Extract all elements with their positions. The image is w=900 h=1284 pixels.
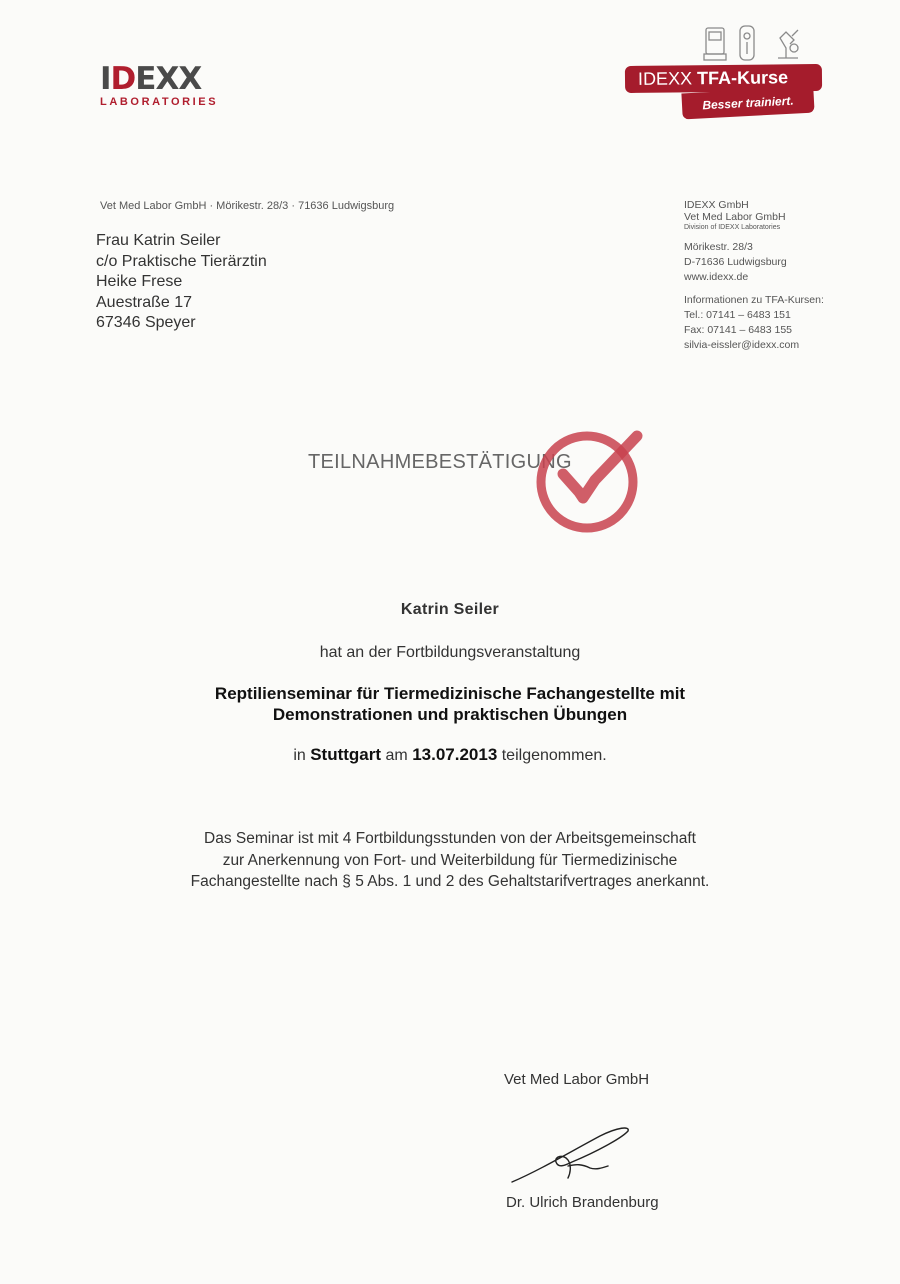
event-date: 13.07.2013 — [412, 745, 498, 764]
event-city: Stuttgart — [310, 745, 382, 764]
recipient-line: Auestraße 17 — [96, 293, 193, 311]
accreditation-line: zur Anerkennung von Fort- und Weiterbildung für Tiermedizinische — [222, 851, 678, 869]
place-prefix: in — [293, 747, 306, 764]
participant-name: Katrin Seiler — [400, 601, 500, 618]
date-prefix: am — [385, 747, 408, 764]
sender-fax: Fax: 07141 – 6483 155 — [684, 324, 793, 336]
recipient-line: Heike Frese — [96, 273, 183, 290]
intro-text: hat an der Fortbildungsveranstaltung — [319, 644, 581, 661]
event-title — [0, 683, 900, 725]
sender-tel: Tel.: 07141 – 6483 151 — [684, 309, 791, 321]
accreditation-line: Fachangestellte nach § 5 Abs. 1 und 2 des Gehaltstarifvertrages anerkannt. — [190, 873, 710, 890]
accreditation-line: Das Seminar ist mit 4 Fortbildungsstunden von der Arbeitsgemeinschaft — [204, 830, 696, 847]
recipient-line: 67346 Speyer — [96, 314, 196, 331]
tfa-name: TFA-Kurse — [696, 67, 789, 89]
handwritten-signature — [510, 1122, 635, 1186]
sender-company: IDEXX GmbH — [684, 199, 749, 211]
sender-division: Division of IDEXX Laboratories — [684, 224, 781, 231]
sender-info — [684, 199, 824, 353]
sender-street: Mörikestr. 28/3 — [684, 241, 753, 253]
sender-city: D-71636 Ludwigsburg — [684, 256, 787, 268]
document-title: TEILNAHMEBESTÄTIGUNG — [308, 451, 572, 473]
logo-wordmark: IDEXX — [100, 61, 202, 97]
sender-lab: Vet Med Labor GmbH — [684, 211, 786, 223]
event-title-line: Demonstrationen und praktischen Übungen — [272, 705, 628, 724]
lab-equipment-icon — [700, 22, 810, 64]
return-address: Vet Med Labor GmbH · Mörikestr. 28/3 · 71636 Ludwigsburg — [100, 200, 395, 212]
idexx-logo — [100, 61, 240, 108]
accreditation-text — [0, 828, 900, 893]
tfa-prefix: IDEXX — [637, 68, 693, 89]
tfa-slogan: Besser trainiert. — [681, 87, 814, 120]
event-title-line: Reptilienseminar für Tiermedizinische Fachangestellte mit — [214, 684, 686, 703]
sender-web: www.idexx.de — [684, 271, 749, 283]
place-date-line — [0, 745, 900, 765]
recipient-line: Frau Katrin Seiler — [96, 232, 221, 249]
sender-info-label: Informationen zu TFA-Kursen: — [684, 294, 824, 306]
recipient-line: c/o Praktische Tierärztin — [96, 252, 267, 270]
suffix-text: teilgenommen. — [501, 747, 607, 764]
recipient-address — [96, 231, 267, 334]
logo-subtitle: LABORATORIES — [100, 96, 219, 108]
checkmark-stamp-icon — [533, 424, 645, 534]
signature-company: Vet Med Labor GmbH — [504, 1071, 650, 1088]
signer-name: Dr. Ulrich Brandenburg — [506, 1194, 659, 1211]
sender-email: silvia-eissler@idexx.com — [684, 339, 800, 351]
